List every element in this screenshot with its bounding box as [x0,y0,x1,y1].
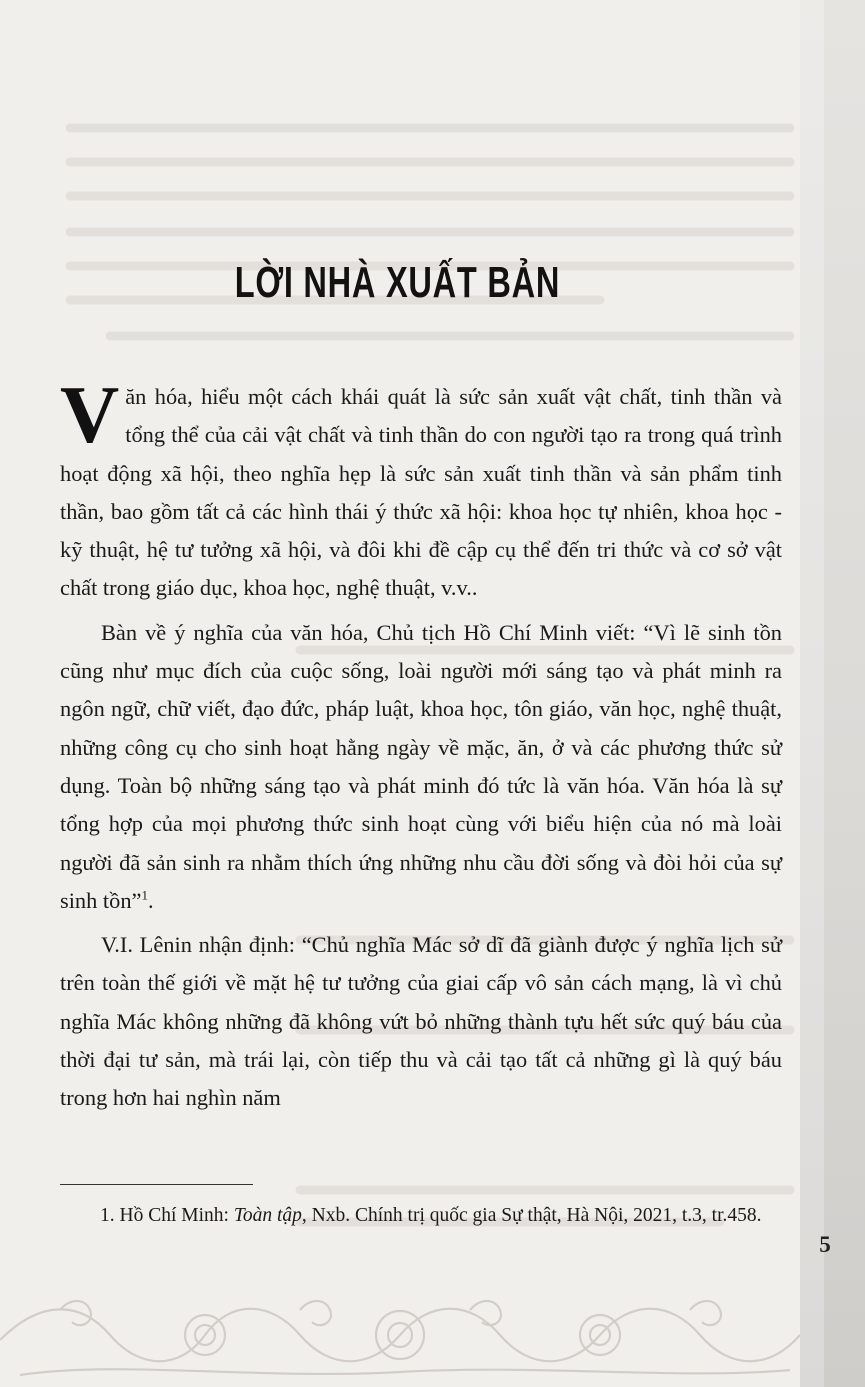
paragraph-3 [60,926,782,1117]
paragraph-2: Bàn về ý nghĩa của văn hóa, Chủ tịch Hồ Chí Minh viết: “Vì lẽ sinh tồn cũng như mục đích của cuộc sống, loài người mới sáng tạo và phát minh ra ngôn ngữ, chữ viết, đạo đức, pháp luật, khoa học, tôn giáo, văn học, nghệ thuật, những công cụ cho sinh hoạt hằng ngày về mặc, ăn, ở và các phương thức sử dụng. Toàn bộ những sáng tạo và phát minh đó tức là văn hóa. Văn hóa là sự tổng hợp của mọi phương thức sinh hoạt cùng với biểu hiện của nó mà loài người đã sản sinh ra nhằm thích ứng những nhu cầu đời sống và đòi hỏi của sự sinh tồn”$^1$. [60,619,782,913]
paragraph-3-text: V.I. Lênin nhận định: “Chủ nghĩa Mác sở dĩ đã giành được ý nghĩa lịch sử trên toàn thế giới về mặt hệ tư tưởng của giai cấp vô sản cách mạng, là vì chủ nghĩa Mác không những đã không vứt bỏ những thành tựu hết sức quý báu của thời đại tư sản, mà trái lại, còn tiếp thu và cải tạo tất cả những gì là quý báu trong hơn hai nghìn năm [60,932,782,1111]
paragraph-2-text: Bàn về ý nghĩa của văn hóa, Chủ tịch Hồ Chí Minh viết: “Vì lẽ sinh tồn cũng như mục đích của cuộc sống, loài người mới sáng tạo và phát minh ra ngôn ngữ, chữ viết, đạo đức, pháp luật, khoa học, tôn giáo, văn học, nghệ thuật, những công cụ cho sinh hoạt hằng ngày về mặc, ăn, ở và các phương thức sử dụng. Toàn bộ những sáng tạo và phát minh đó tức là văn hóa. Văn hóa là sự tổng hợp của mọi phương thức sinh hoạt cùng với biểu hiện của nó mà loài người đã sản sinh ra nhằm thích ứng những nhu cầu đời sống và đòi hỏi của sự sinh tồn” [60,619,782,913]
page-number: 5 [819,1232,831,1257]
footnote-work-title: Toàn tập [233,1205,302,1226]
footnote-prefix: 1. Hồ Chí Minh: [100,1205,234,1226]
decorative-border-ornament [0,1280,800,1387]
paragraph-1 [60,369,782,608]
footnote-divider [60,1184,253,1185]
spine-highlight [800,0,824,1387]
footnote [60,1199,782,1233]
page-title: LỜI NHÀ XUẤT BẢN [234,258,561,307]
paragraph-1-text: ăn hóa, hiểu một cách khái quát là sức sản xuất vật chất, tinh thần và tổng thể của cải vật chất và tinh thần do con người tạo ra trong quá trình hoạt động xã hội, theo nghĩa hẹp là sức sản xuất tinh thần và sản phẩm tinh thần, bao gồm tất cả các hình thái ý thức xã hội: khoa học tự nhiên, khoa học - kỹ thuật, hệ tư tưởng xã hội, và đôi khi đề cập cụ thể đến tri thức và cơ sở vật chất trong giáo dục, khoa học, nghệ thuật, v.v.. [60,384,782,601]
footnote-rest: , Nxb. Chính trị quốc gia Sự thật, Hà Nội, 2021, t.3, tr.458. [301,1205,762,1226]
body-text [60,369,782,1124]
drop-cap: V [60,369,120,460]
footnote-reference: 1 [141,887,148,903]
